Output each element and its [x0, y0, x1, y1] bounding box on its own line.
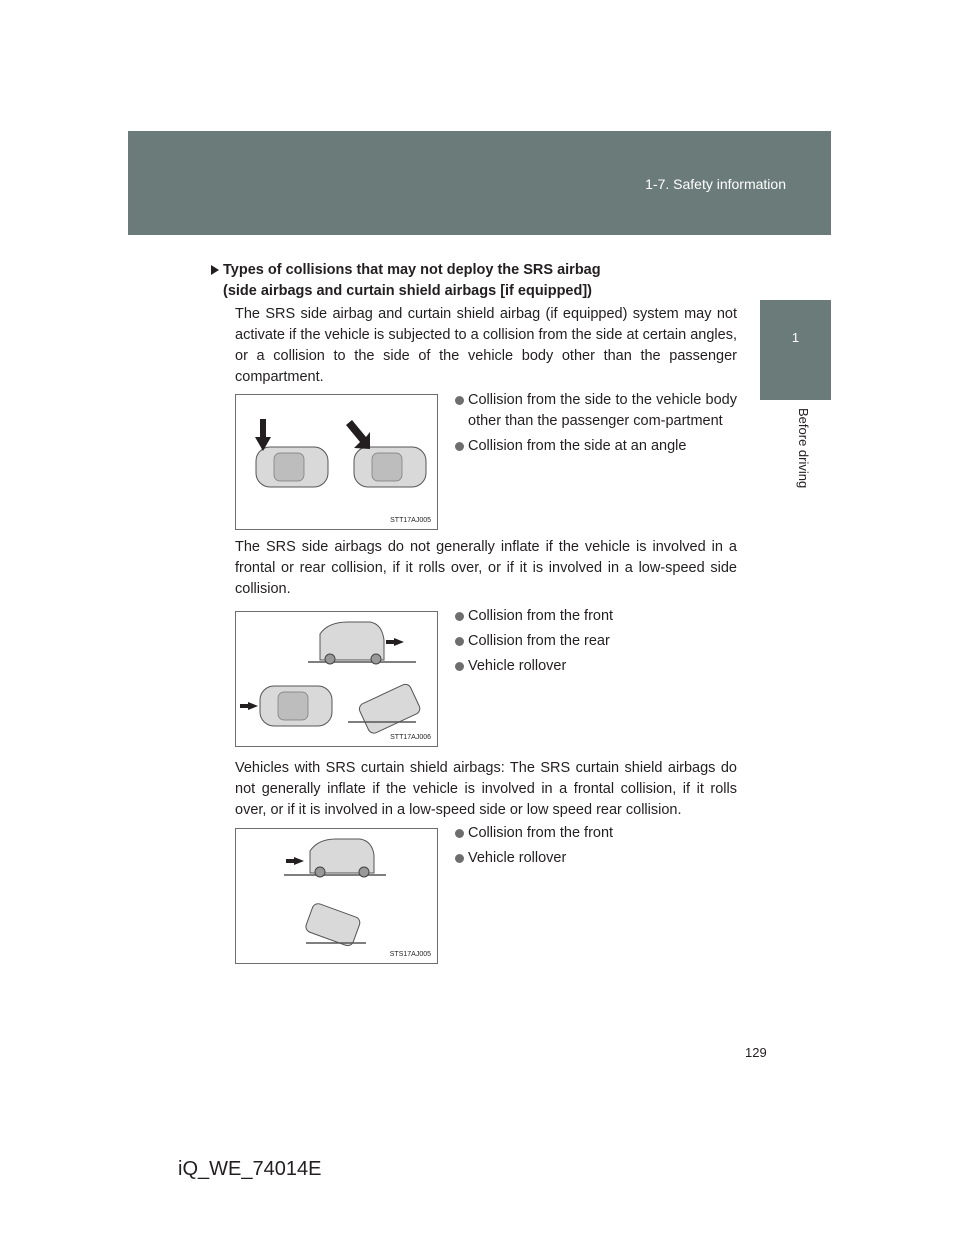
- bullet-list-front-rear: [455, 606, 737, 681]
- figure-code: STT17AJ005: [390, 517, 431, 524]
- list-item: Collision from the side to the vehicle body other than the passenger com-partment: [455, 390, 737, 432]
- paragraph-curtain-airbags: Vehicles with SRS curtain shield airbags: The SRS curtain shield airbags do not generally inflate if the vehicle is involved in a frontal collision, if it rolls over, or if it is involved in a low-speed side or low speed rear collision.: [235, 760, 737, 818]
- figure-front-rollover: [235, 828, 438, 964]
- section-heading: [207, 260, 737, 302]
- bullet-list-front-rollover: [455, 823, 737, 873]
- bullet-dot-icon: [455, 854, 464, 863]
- figure-code: STS17AJ005: [389, 951, 431, 958]
- list-item: Vehicle rollover: [455, 848, 737, 869]
- bullet-dot-icon: [455, 662, 464, 671]
- figure-illustration: [236, 829, 437, 963]
- paragraph-side-collision: The SRS side airbag and curtain shield airbag (if equipped) system may not activate if the vehicle is subjected to a collision from the side at certain angles, or a collision to the side of the vehicle body other than the passenger compartment.: [235, 306, 737, 385]
- section-title: 1-7. Safety information: [645, 176, 786, 192]
- paragraph-side-airbags: The SRS side airbags do not generally inflate if the vehicle is involved in a frontal or rear collision, if it rolls over, or if it is involved in a low-speed side collision.: [235, 539, 737, 597]
- chapter-label: Before driving: [796, 408, 811, 489]
- heading-marker-icon: [211, 265, 219, 275]
- bullet-list-side: [455, 390, 737, 461]
- figure-illustration: [236, 395, 437, 529]
- bullet-dot-icon: [455, 612, 464, 621]
- figure-code: STT17AJ006: [390, 734, 431, 741]
- figure-side-collisions: [235, 394, 438, 530]
- heading-line-1: Types of collisions that may not deploy the SRS airbag: [223, 262, 601, 278]
- list-item: Collision from the front: [455, 823, 737, 844]
- page-number: 129: [745, 1045, 767, 1060]
- bullet-dot-icon: [455, 829, 464, 838]
- list-item: Collision from the side at an angle: [455, 436, 737, 457]
- header-band: [128, 131, 831, 235]
- bullet-dot-icon: [455, 442, 464, 451]
- figure-illustration: [236, 612, 437, 746]
- bullet-dot-icon: [455, 637, 464, 646]
- chapter-tab: [760, 300, 831, 400]
- heading-line-2: (side airbags and curtain shield airbags [if equipped]): [223, 283, 593, 299]
- list-item: Collision from the front: [455, 606, 737, 627]
- list-item: Vehicle rollover: [455, 656, 737, 677]
- bullet-dot-icon: [455, 396, 464, 405]
- figure-front-rear-rollover: [235, 611, 438, 747]
- list-item: Collision from the rear: [455, 631, 737, 652]
- chapter-number: 1: [791, 330, 800, 345]
- document-code: iQ_WE_74014E: [178, 1158, 322, 1180]
